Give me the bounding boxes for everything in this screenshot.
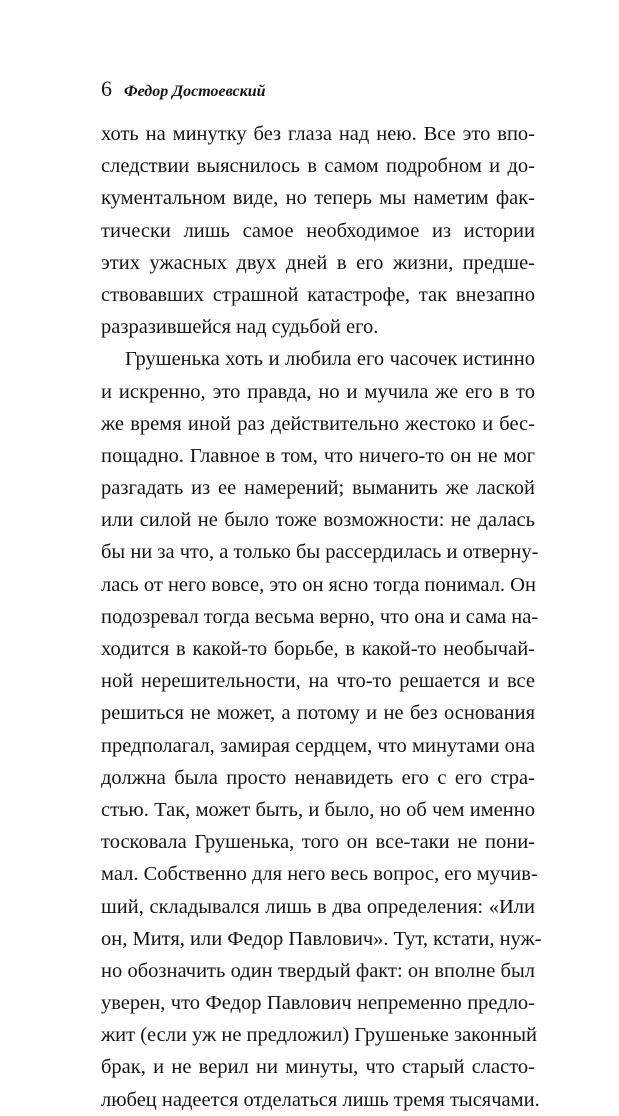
text-line: тически лишь самое необходимое из истории bbox=[101, 219, 535, 242]
text-line: решиться не может, а потому и не без основания bbox=[101, 702, 535, 725]
text-line: подозревал тогда весьма верно, что она и сама на- bbox=[101, 605, 539, 628]
page-number: 6 bbox=[101, 76, 112, 101]
text-line: ствовавших страшной катастрофе, так внезапно bbox=[101, 283, 535, 306]
text-line: пощадно. Главное в том, что ничего-то он не мог bbox=[101, 444, 535, 467]
text-line: но обозначить один твердый факт: он вполне был bbox=[101, 959, 535, 982]
text-line: жит (если уж не предложил) Грушеньке законный bbox=[101, 1024, 538, 1047]
paragraph-end-line: разразившейся над судьбой его. bbox=[101, 316, 379, 339]
running-title: Федор Достоевский bbox=[124, 83, 266, 100]
text-line: же время иной раз действительно жестоко и бес- bbox=[101, 412, 535, 435]
text-line: стью. Так, может быть, и было, но об чем именно bbox=[101, 798, 535, 821]
text-line: ходится в какой-то борьбе, в какой-то необычай- bbox=[101, 638, 535, 660]
text-line: кументальном виде, но теперь мы наметим фак- bbox=[101, 187, 535, 210]
text-line: разгадать из ее намерений; выманить же лаской bbox=[101, 477, 535, 500]
text-line: должна была просто ненавидеть его с его стра- bbox=[101, 766, 535, 789]
paragraph-start-line: Грушенька хоть и любила его часочек истинно bbox=[125, 348, 535, 371]
text-line: он, Митя, или Федор Павлович». Тут, кстати, нуж- bbox=[101, 927, 542, 950]
text-line: хоть на минутку без глаза над нею. Все это впо- bbox=[101, 123, 535, 145]
text-line: предполагал, замирая сердцем, что минутами она bbox=[101, 734, 535, 757]
text-line: ший, складывался лишь в два определения: «Или bbox=[101, 895, 535, 918]
text-line: тосковала Грушенька, того он все-таки не пони- bbox=[101, 831, 535, 854]
text-line: брак, и не верил ни минуты, что старый сласто- bbox=[101, 1056, 535, 1079]
text-line: или силой не было тоже возможности: не далась bbox=[101, 509, 535, 532]
text-line: ной нерешительности, на что-то решается и все bbox=[101, 670, 535, 693]
text-line: лась от него вовсе, это он ясно тогда понимал. Он bbox=[101, 573, 536, 596]
text-line: мал. Собственно для него весь вопрос, его мучив- bbox=[101, 863, 538, 886]
text-line: бы ни за что, а только бы рассердилась и отверну- bbox=[101, 541, 539, 564]
text-line: любец надеется отделаться лишь тремя тысячами. bbox=[101, 1088, 540, 1111]
text-line: уверен, что Федор Павлович непременно предло- bbox=[101, 992, 535, 1015]
page-header bbox=[101, 76, 266, 102]
body-text bbox=[101, 118, 542, 1116]
text-line: этих ужасных двух дней в его жизни, предше- bbox=[101, 251, 535, 274]
text-line: и искренно, это правда, но и мучила же его в то bbox=[101, 380, 535, 403]
text-line: следствии выяснилось в самом подробном и до- bbox=[101, 155, 535, 178]
